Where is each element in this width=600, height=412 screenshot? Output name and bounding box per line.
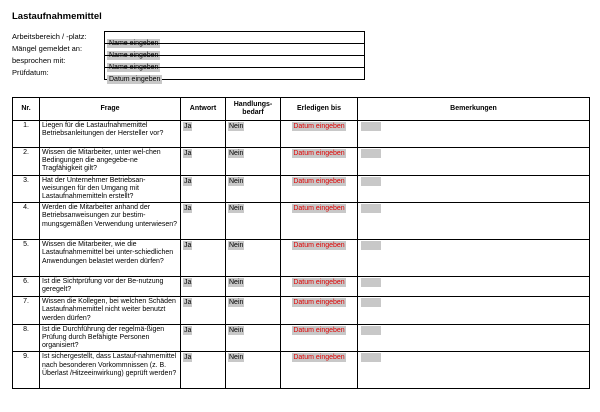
meta-label: besprochen mit:	[12, 56, 66, 65]
table-row	[13, 352, 590, 389]
antwort-dropdown[interactable]: Ja	[184, 326, 192, 334]
field-value: Name eingeben	[109, 64, 159, 71]
handlungsbedarf-dropdown[interactable]: Nein	[229, 299, 244, 307]
bemerkungen-input[interactable]	[361, 204, 381, 213]
date-picker[interactable]: Datum eingeben	[293, 299, 345, 307]
handlungsbedarf-dropdown[interactable]: Nein	[229, 279, 244, 287]
erledigen-cell[interactable]	[281, 148, 358, 176]
bemerkungen-input[interactable]	[361, 326, 381, 335]
table-row	[13, 121, 590, 148]
arbeitsbereich-field[interactable]	[104, 31, 365, 47]
table-row	[13, 324, 590, 352]
date-picker[interactable]: Datum eingeben	[293, 150, 345, 157]
handlungsbedarf-dropdown[interactable]: Nein	[229, 150, 244, 157]
bemerkungen-cell[interactable]	[358, 175, 590, 203]
antwort-cell[interactable]	[181, 297, 226, 325]
erledigen-cell[interactable]	[281, 352, 358, 389]
handlungsbedarf-dropdown[interactable]: Nein	[229, 205, 244, 213]
question-text: Liegen für die Lastaufnahmemittel Betriebsanleitungen der Hersteller vor?	[40, 121, 181, 148]
antwort-dropdown[interactable]: Ja	[184, 205, 192, 213]
antwort-dropdown[interactable]: Ja	[184, 299, 192, 307]
row-number: 7.	[13, 297, 40, 325]
row-number: 3.	[13, 175, 40, 203]
field-value: Datum eingeben	[109, 76, 161, 83]
question-text: Hat der Unternehmer Betriebsan-weisungen für den Umgang mit Lastaufnahmemitteln erstellt?	[40, 175, 181, 203]
bemerkungen-cell[interactable]	[358, 352, 590, 389]
antwort-cell[interactable]	[181, 148, 226, 176]
antwort-dropdown[interactable]: Ja	[184, 242, 192, 250]
antwort-dropdown[interactable]: Ja	[184, 354, 192, 362]
header-frage: Frage	[40, 98, 181, 121]
checklist-table	[12, 97, 590, 389]
handlungsbedarf-cell[interactable]	[226, 277, 281, 297]
handlungsbedarf-cell[interactable]	[226, 352, 281, 389]
antwort-cell[interactable]	[181, 352, 226, 389]
header-handlungsbedarf: Handlungs- bedarf	[226, 98, 281, 121]
question-text: Werden die Mitarbeiter anhand der Betriebsanweisungen zur bestim-mungsgemäßen Verwendung unterwiesen?	[40, 203, 181, 240]
meta-label: Mängel gemeldet an:	[12, 44, 83, 53]
table-row	[13, 148, 590, 176]
bemerkungen-cell[interactable]	[358, 297, 590, 325]
row-number: 2.	[13, 148, 40, 176]
row-number: 8.	[13, 324, 40, 352]
table-row	[13, 277, 590, 297]
handlungsbedarf-cell[interactable]	[226, 324, 281, 352]
question-text: Wissen die Kollegen, bei welchen Schäden Lastaufnahmemittel nicht weiter benutzt werden dürfen?	[40, 297, 181, 325]
table-row	[13, 175, 590, 203]
bemerkungen-cell[interactable]	[358, 148, 590, 176]
erledigen-cell[interactable]	[281, 297, 358, 325]
date-picker[interactable]: Datum eingeben	[293, 123, 345, 130]
row-number: 4.	[13, 203, 40, 240]
erledigen-cell[interactable]	[281, 240, 358, 277]
bemerkungen-input[interactable]	[361, 353, 381, 362]
antwort-cell[interactable]	[181, 175, 226, 203]
bemerkungen-input[interactable]	[361, 122, 381, 131]
field-value: Name eingeben	[109, 40, 159, 47]
handlungsbedarf-dropdown[interactable]: Nein	[229, 177, 244, 185]
handlungsbedarf-cell[interactable]	[226, 148, 281, 176]
antwort-cell[interactable]	[181, 277, 226, 297]
page-title: Lastaufnahmemittel	[12, 11, 102, 22]
erledigen-cell[interactable]	[281, 324, 358, 352]
antwort-dropdown[interactable]: Ja	[184, 279, 192, 287]
date-picker[interactable]: Datum eingeben	[293, 177, 345, 185]
bemerkungen-input[interactable]	[361, 241, 381, 250]
question-text: Wissen die Mitarbeiter, wie die Lastaufnahmemittel bei unter-schiedlichen Anwendungen belastet werden dürfen?	[40, 240, 181, 277]
erledigen-cell[interactable]	[281, 277, 358, 297]
erledigen-cell[interactable]	[281, 175, 358, 203]
handlungsbedarf-dropdown[interactable]: Nein	[229, 123, 244, 130]
row-number: 5.	[13, 240, 40, 277]
handlungsbedarf-cell[interactable]	[226, 297, 281, 325]
meta-label: Prüfdatum:	[12, 68, 49, 77]
bemerkungen-cell[interactable]	[358, 324, 590, 352]
header-nr: Nr.	[13, 98, 40, 121]
date-picker[interactable]: Datum eingeben	[293, 326, 345, 334]
antwort-cell[interactable]	[181, 203, 226, 240]
bemerkungen-input[interactable]	[361, 278, 381, 287]
antwort-cell[interactable]	[181, 121, 226, 148]
header-erledigen-bis: Erledigen bis	[281, 98, 358, 121]
date-picker[interactable]: Datum eingeben	[293, 205, 345, 213]
meta-label: Arbeitsbereich / -platz:	[12, 32, 87, 41]
bemerkungen-input[interactable]	[361, 298, 381, 307]
question-text: Ist sichergestellt, dass Lastauf-nahmemittel nach besonderen Vorkommnissen (z. B. Überlast /Hitzeeinwirkung) geprüft werden?	[40, 352, 181, 389]
row-number: 6.	[13, 277, 40, 297]
handlungsbedarf-cell[interactable]	[226, 121, 281, 148]
antwort-dropdown[interactable]: Ja	[184, 177, 192, 185]
bemerkungen-input[interactable]	[361, 177, 381, 186]
date-picker[interactable]: Datum eingeben	[293, 242, 345, 250]
handlungsbedarf-cell[interactable]	[226, 203, 281, 240]
antwort-dropdown[interactable]: Ja	[184, 150, 192, 157]
header-antwort: Antwort	[181, 98, 226, 121]
date-picker[interactable]: Datum eingeben	[293, 279, 345, 287]
handlungsbedarf-dropdown[interactable]: Nein	[229, 354, 244, 362]
table-row	[13, 240, 590, 277]
date-picker[interactable]: Datum eingeben	[293, 354, 345, 362]
antwort-cell[interactable]	[181, 240, 226, 277]
handlungsbedarf-cell[interactable]	[226, 240, 281, 277]
antwort-dropdown[interactable]: Ja	[184, 123, 192, 130]
bemerkungen-cell[interactable]	[358, 277, 590, 297]
table-header-row	[13, 98, 590, 121]
table-row	[13, 203, 590, 240]
question-text: Wissen die Mitarbeiter, unter wel-chen Bedingungen die angegebe-ne Tragfähigkeit gilt?	[40, 148, 181, 176]
row-number: 9.	[13, 352, 40, 389]
table-row	[13, 297, 590, 325]
header-bemerkungen: Bemerkungen	[358, 98, 590, 121]
erledigen-cell[interactable]	[281, 203, 358, 240]
bemerkungen-input[interactable]	[361, 149, 381, 158]
bemerkungen-cell[interactable]	[358, 121, 590, 148]
handlungsbedarf-cell[interactable]	[226, 175, 281, 203]
question-text: Ist die Durchführung der regelmä-ßigen Prüfung durch Befähigte Personen organisiert?	[40, 324, 181, 352]
question-text: Ist die Sichtprüfung vor der Be-nutzung geregelt?	[40, 277, 181, 297]
handlungsbedarf-dropdown[interactable]: Nein	[229, 242, 244, 250]
pruefdatum-field[interactable]	[104, 67, 365, 83]
bemerkungen-cell[interactable]	[358, 203, 590, 240]
handlungsbedarf-dropdown[interactable]: Nein	[229, 326, 244, 334]
erledigen-cell[interactable]	[281, 121, 358, 148]
besprochen-mit-field[interactable]	[104, 55, 365, 71]
bemerkungen-cell[interactable]	[358, 240, 590, 277]
field-value: Name eingeben	[109, 52, 159, 59]
row-number: 1.	[13, 121, 40, 148]
maengel-gemeldet-field[interactable]	[104, 43, 365, 59]
antwort-cell[interactable]	[181, 324, 226, 352]
